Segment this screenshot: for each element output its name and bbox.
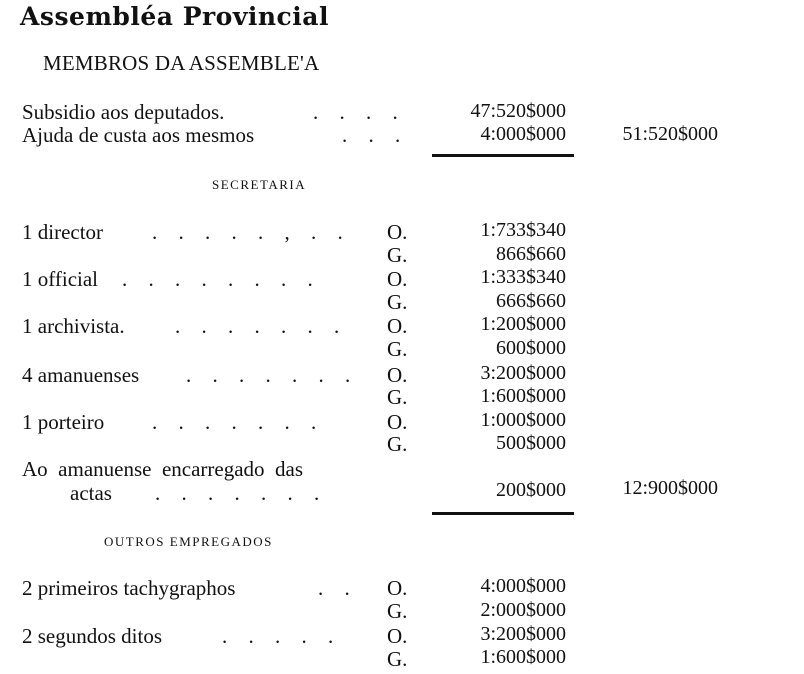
total: 51:520$000 xyxy=(622,123,718,145)
row-label: 4 amanuenses xyxy=(22,363,140,387)
code-o: O. xyxy=(387,624,408,648)
amount-o: 3:200$000 xyxy=(480,623,566,645)
leader-dots: . . xyxy=(318,576,358,600)
leader-dots: . . . . . , . . xyxy=(152,220,351,244)
row-label-actas-line1: Ao amanuense encarregado das xyxy=(22,457,304,481)
amount-o: 1:733$340 xyxy=(480,219,566,241)
code-g: G. xyxy=(387,337,408,361)
amount-g: 1:600$000 xyxy=(480,385,566,407)
page-title: Assembléa Provincial xyxy=(20,2,329,31)
amount-g: 600$000 xyxy=(496,337,566,359)
amount-o: 3:200$000 xyxy=(480,362,566,384)
amount-o: 4:000$000 xyxy=(480,575,566,597)
amount-g: 2:000$000 xyxy=(480,599,566,621)
row-label: 2 primeiros tachygraphos xyxy=(22,576,236,600)
amount-g: 666$660 xyxy=(496,290,566,312)
section-heading-secretaria: SECRETARIA xyxy=(212,177,307,192)
code-o: O. xyxy=(387,576,408,600)
row-label: 1 porteiro xyxy=(22,410,105,434)
divider-rule xyxy=(432,512,574,515)
amount-g: 500$000 xyxy=(496,432,566,454)
code-g: G. xyxy=(387,432,408,456)
code-g: G. xyxy=(387,290,408,314)
row-label: 2 segundos ditos xyxy=(22,624,163,648)
code-o: O. xyxy=(387,363,408,387)
amount-o: 1:333$340 xyxy=(480,266,566,288)
amount-g: 1:600$000 xyxy=(480,646,566,668)
divider-rule xyxy=(432,154,574,157)
amount-g: 866$660 xyxy=(496,243,566,265)
row-label: 1 official xyxy=(22,267,99,291)
code-g: G. xyxy=(387,243,408,267)
code-o: O. xyxy=(387,410,408,434)
row-label: Subsidio aos deputados. xyxy=(22,100,225,124)
leader-dots: . . . . . . . xyxy=(186,363,359,387)
row-label: Ajuda de custa aos mesmos xyxy=(22,123,255,147)
code-g: G. xyxy=(387,385,408,409)
leader-dots: . . . . . xyxy=(222,624,342,648)
leader-dots: . . . . . . . xyxy=(152,410,325,434)
code-g: G. xyxy=(387,599,408,623)
code-o: O. xyxy=(387,220,408,244)
leader-dots: . . . . xyxy=(313,100,406,124)
row-label: 1 archivista. xyxy=(22,314,125,338)
code-o: O. xyxy=(387,267,408,291)
leader-dots: . . . . . . . xyxy=(175,314,348,338)
amount-o: 1:000$000 xyxy=(480,409,566,431)
total: 12:900$000 xyxy=(622,477,718,499)
leader-dots: . . . . . . . xyxy=(155,481,328,505)
amount: 4:000$000 xyxy=(480,123,566,145)
leader-dots: . . . xyxy=(342,123,409,147)
section-heading-membros: MEMBROS DA ASSEMBLE'A xyxy=(43,51,320,75)
row-label-actas-line2: actas xyxy=(70,481,112,505)
leader-dots: . . . . . . . . xyxy=(122,267,321,291)
code-g: G. xyxy=(387,647,408,671)
code-o: O. xyxy=(387,314,408,338)
amount: 47:520$000 xyxy=(470,100,566,122)
section-heading-outros: OUTROS EMPREGADOS xyxy=(104,534,273,549)
row-label: 1 director xyxy=(22,220,104,244)
amount-o: 1:200$000 xyxy=(480,313,566,335)
amount: 200$000 xyxy=(496,479,566,501)
